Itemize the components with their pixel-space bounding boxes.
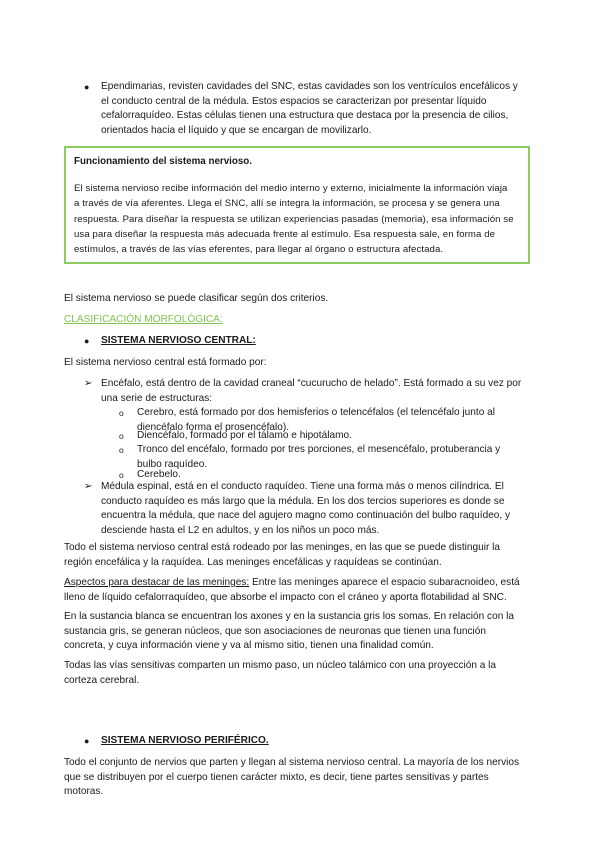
aspectos-label: Aspectos para destacar de las meninges: xyxy=(64,577,250,588)
classify-text: El sistema nervioso se puede clasificar según dos criterios. xyxy=(64,293,329,304)
arrow-bullet-icon: ➢ xyxy=(84,378,93,389)
meninges-paragraph: Todo el sistema nervioso central está rodeado por las meninges, en las que se puede distinguir la región encefálica y la raquídea. Las meninges encefálicas y raquídeas se continúan. xyxy=(64,542,500,568)
medula-item: Médula espinal, está en el conducto raquídeo. Tiene una forma más o menos cilíndrica. El conducto raquídeo es más largo que la médula. En los dos tercios superiores es donde se encuentra la médula, que nace del agujero magno como continuación del bulbo raquídeo, y desciende hasta el L2 en adultos, y en los niños un poco más. xyxy=(101,481,511,536)
vias-paragraph: Todas las vías sensitivas comparten un mismo paso, un núcleo talámico con una proyección a la corteza cerebral. xyxy=(64,660,497,686)
snc-formed-text: El sistema nervioso central está formado por: xyxy=(64,357,267,368)
sub-item-tronco: Tronco del encéfalo, formado por tres porciones, el mesencéfalo, protuberancia y bulbo raquídeo. xyxy=(137,444,501,470)
snp-heading: SISTEMA NERVIOSO PERIFÉRICO. xyxy=(101,735,269,746)
bullet-icon: ● xyxy=(84,82,90,92)
ependimarias-paragraph: Ependimarias, revisten cavidades del SNC, estas cavidades son los ventrículos encefálicos y el conducto central de la médula. Estos espacios se caracterizan por presentar líquido cefalorraquídeo. Estas células tienen una estructura que destaca por la presencia de cilios, orientados hacia el líquido y que se encargan de movilizarlo. xyxy=(101,81,518,136)
sustancia-paragraph: En la sustancia blanca se encuentran los axones y en la sustancia gris los somas. En relación con la sustancia gris, se generan núcleos, que son asociaciones de neuronas que tienen una función concreta, y cuya información viene y va al mismo sitio, tienen una finalidad común. xyxy=(64,611,514,652)
aspectos-paragraph xyxy=(64,576,526,605)
morphological-heading: CLASIFICACIÓN MORFOLÓGICA: xyxy=(64,314,223,325)
sub-item-diencefalo: Diencéfalo, formado por el tálamo e hipotálamo. xyxy=(137,430,352,441)
encefalo-item: Encéfalo, está dentro de la cavidad craneal “cucurucho de helado”. Está formado a su vez por una serie de estructuras: xyxy=(101,378,522,404)
arrow-bullet-icon: ➢ xyxy=(84,481,93,492)
snc-heading: SISTEMA NERVIOSO CENTRAL: xyxy=(101,335,256,346)
snp-paragraph: Todo el conjunto de nervios que parten y llegan al sistema nervioso central. La mayoría de los nervios que se distribuyen por el cuerpo tienen carácter mixto, es decir, tiene partes sensitivas y partes motoras. xyxy=(64,757,520,798)
box-title: Funcionamiento del sistema nervioso. xyxy=(74,156,253,167)
circle-bullet-icon: o xyxy=(119,408,124,418)
functioning-box xyxy=(64,146,530,264)
sub-item-cerebelo: Cerebelo. xyxy=(137,469,181,480)
circle-bullet-icon: o xyxy=(119,470,124,480)
circle-bullet-icon: o xyxy=(119,445,124,455)
box-text: El sistema nervioso recibe información del medio interno y externo, inicialmente la información viaja a través de vía aferentes. Llega el SNC, allí se integra la información, se procesa y se genera una respuesta. Para diseñar la respuesta se utilizan experiencias pasadas (memoria), esa información se usa para diseñar la respuesta más adecuada frente al estímulo. Esa respuesta sale, en forma de estímulos, a través de las vías eferentes, para llegar al órgano o estructura afectada. xyxy=(74,183,514,256)
aspectos-text: Entre las meninges aparece el espacio subaracnoideo, está lleno de líquido cefalorraquídeo, que absorbe el impacto con el cráneo y aporta flotabilidad al SNC. xyxy=(64,577,520,603)
bullet-icon: ● xyxy=(84,736,90,746)
sub-item-cerebro: Cerebro, está formado por dos hemisferios o telencéfalos (el telencéfalo junto al diencéfalo forma el prosencéfalo). xyxy=(137,407,495,433)
bullet-icon: ● xyxy=(84,336,90,346)
circle-bullet-icon: o xyxy=(119,431,124,441)
